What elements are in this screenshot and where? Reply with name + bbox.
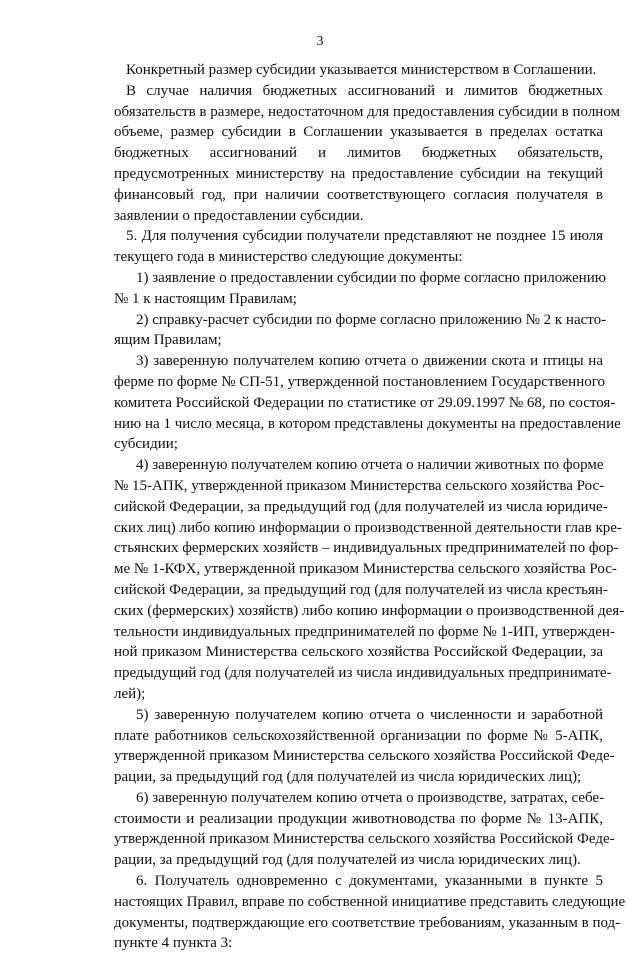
text-line: субсидии; (114, 436, 178, 453)
text-line: заявлении о предоставлении субсидии. (114, 207, 364, 224)
text-line: 6) заверенную получателем копию отчета о производстве, затратах, себе- (136, 789, 605, 806)
paragraph-p1 (114, 60, 603, 81)
text-line: текущего года в министерство следующие документы: (114, 249, 463, 266)
text-line: 2) справку-расчет субсидии по форме согласно приложению № 2 к насто- (136, 311, 607, 328)
text-line: сийской Федерации, за предыдущий год (для получателей из числа крестьян- (114, 581, 608, 598)
paragraph-p7 (114, 455, 625, 705)
text-line: 3) заверенную получателем копию отчета о движении скота и птицы на (136, 353, 603, 370)
page-number: 3 (316, 34, 324, 49)
text-line: тельности индивидуальных предпринимателей по форме № 1-ИП, утвержден- (114, 623, 615, 640)
text-line: нию на 1 число месяца, в котором представлены документы на предоставление (114, 415, 621, 432)
paragraph-p8 (114, 705, 615, 788)
text-line: рации, за предыдущий год (для получателей из числа юридических лиц); (114, 769, 582, 786)
document-body (114, 60, 626, 954)
text-line: № 15-АПК, утвержденной приказом Министерства сельского хозяйства Рос- (114, 477, 605, 494)
paragraph-p2 (114, 81, 621, 227)
paragraph-p10 (114, 871, 626, 954)
text-line: В случае наличия бюджетных ассигнований и лимитов бюджетных (126, 82, 603, 99)
text-line: 6. Получатель одновременно с документами, указанными в пункте 5 (136, 873, 603, 890)
paragraph-p3 (114, 226, 603, 268)
text-line: ферме по форме № СП-51, утвержденной постановлением Государственного (114, 373, 606, 390)
text-line: плате работников сельскохозяйственной организации по форме № 5-АПК, (114, 727, 603, 744)
text-line: бюджетных ассигнований и лимитов бюджетных обязательств, (114, 145, 603, 162)
text-line: ских (фермерских) хозяйств) либо копию информации о производственной дея- (114, 602, 625, 619)
text-line: 5) заверенную получателем копию отчета о численности и заработной (136, 706, 603, 723)
text-line: 4) заверенную получателем копию отчета о наличии животных по форме (136, 457, 604, 474)
text-line: ящим Правилам; (114, 332, 222, 349)
text-line: ной приказом Министерства сельского хозяйства Российской Федерации, за (114, 644, 603, 661)
text-line: № 1 к настоящим Правилам; (114, 290, 297, 307)
text-line: Конкретный размер субсидии указывается министерством в Соглашении. (126, 62, 597, 78)
text-line: настоящих Правил, вправе по собственной инициативе представить следующие (114, 893, 626, 910)
text-line: утвержденной приказом Министерства сельского хозяйства Российской Феде- (114, 831, 615, 848)
paragraph-p6 (114, 351, 621, 455)
text-line: утвержденной приказом Министерства сельского хозяйства Российской Феде- (114, 748, 615, 765)
text-line: комитета Российской Федерации по статистике от 29.09.1997 № 68, по состоя- (114, 394, 616, 411)
text-line: 5. Для получения субсидии получатели представляют не позднее 15 июля (126, 228, 603, 245)
text-line: рации, за предыдущий год (для получателей из числа юридических лиц). (114, 852, 581, 869)
text-line: объеме, размер субсидии в Соглашении указывается в пределах остатка (114, 124, 603, 141)
text-line: финансовый год, при наличии соответствующего согласия получателя в (114, 186, 603, 203)
paragraph-p5 (114, 310, 607, 352)
text-line: ме № 1-КФХ, утвержденной приказом Министерства сельского хозяйства Рос- (114, 561, 617, 578)
text-line: предусмотренных министерству на предоставление субсидии на текущий (114, 165, 603, 182)
text-line: ских лиц) либо копию информации о производственной деятельности глав кре- (114, 519, 622, 536)
paragraph-p4 (114, 268, 606, 310)
paragraph-p9 (114, 788, 615, 871)
text-line: предыдущий год (для получателей из числа индивидуальных предпринимате- (114, 665, 612, 682)
text-line: стьянских фермерских хозяйств – индивидуальных предпринимателей по фор- (114, 540, 619, 557)
text-line: 1) заявление о предоставлении субсидии по форме согласно приложению (136, 269, 606, 286)
text-line: лей); (114, 685, 146, 702)
text-line: стоимости и реализации продукции животноводства по форме № 13-АПК, (114, 810, 603, 827)
text-line: документы, подтверждающие его соответствие требованиям, указанным в под- (114, 914, 621, 931)
text-line: сийской Федерации, за предыдущий год (для получателей из числа юридиче- (114, 498, 608, 515)
text-line: обязательств в размере, недостаточном для предоставления субсидии в полном (114, 103, 621, 120)
text-line: пункте 4 пункта 3: (114, 935, 233, 952)
